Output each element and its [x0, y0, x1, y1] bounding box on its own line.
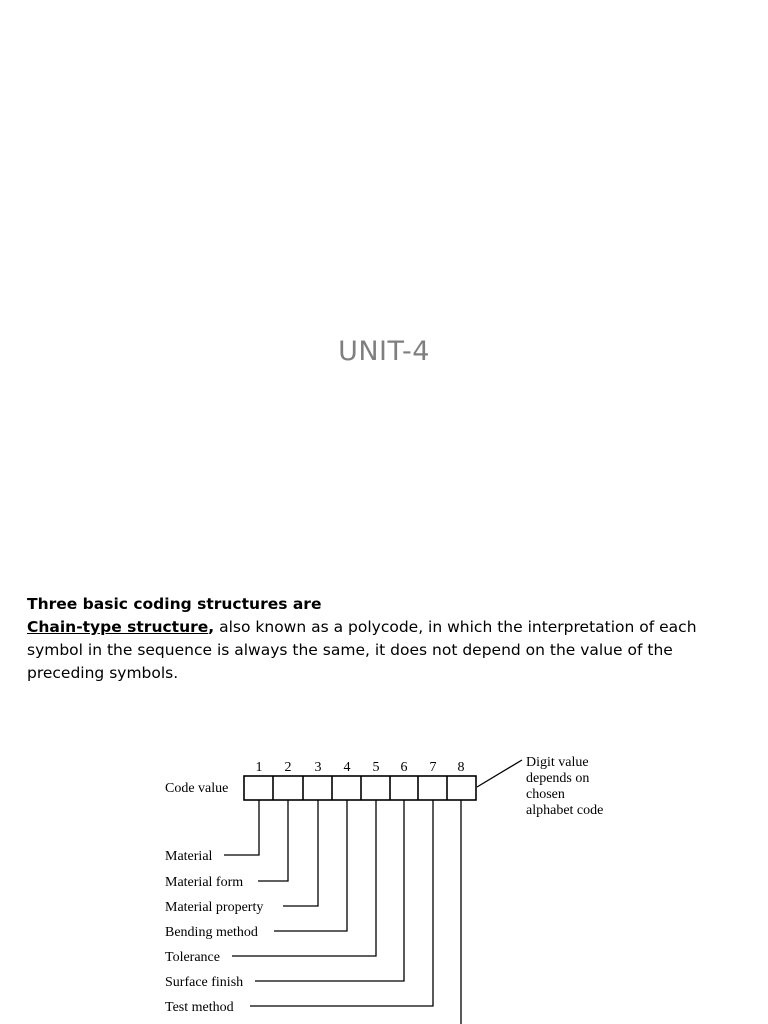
code-value-label: Code value	[165, 781, 229, 796]
digit-number: 1	[255, 760, 263, 775]
digit-number: 7	[429, 760, 437, 775]
note-line: depends on	[526, 771, 590, 786]
digit-number: 2	[284, 760, 292, 775]
attribute-label: Material	[165, 849, 213, 864]
body-text	[27, 593, 727, 685]
slide-title: UNIT-4	[338, 336, 430, 367]
note-pointer	[477, 760, 522, 787]
leader-material-form	[258, 800, 288, 881]
attribute-label: Tolerance	[165, 950, 220, 965]
section-heading: Three basic coding structures are	[27, 595, 322, 613]
attribute-label: Bending method	[165, 925, 258, 940]
digit-number: 8	[457, 760, 465, 775]
digit-number: 5	[372, 760, 380, 775]
attribute-label: Material form	[165, 875, 244, 890]
chain-type-term: Chain-type structure	[27, 618, 209, 636]
attribute-label: Surface finish	[165, 975, 244, 990]
chain-structure-diagram	[0, 740, 768, 1024]
digit-number: 3	[314, 760, 322, 775]
paragraph-text: also known as a polycode, in which the interpretation of each symbol in the sequence is always the same, it does not depend on the value of the preceding symbols.	[27, 618, 697, 682]
digit-number: 4	[343, 760, 351, 775]
attribute-label: Test method	[165, 1000, 234, 1015]
note-line: chosen	[526, 787, 565, 802]
digit-number: 6	[400, 760, 408, 775]
attribute-label: Material property	[165, 900, 264, 915]
leader-bending-method	[274, 800, 347, 931]
chain-structure-figure	[0, 740, 768, 1024]
chain-type-paragraph	[27, 616, 727, 685]
note-line: alphabet code	[526, 803, 604, 818]
code-boxes	[244, 776, 476, 800]
code-box-outline	[244, 776, 476, 800]
leader-surface-finish	[255, 800, 404, 981]
leader-test-method	[250, 800, 433, 1006]
note-line: Digit value	[526, 755, 589, 770]
term-comma: ,	[208, 618, 215, 636]
leader-material	[224, 800, 259, 855]
